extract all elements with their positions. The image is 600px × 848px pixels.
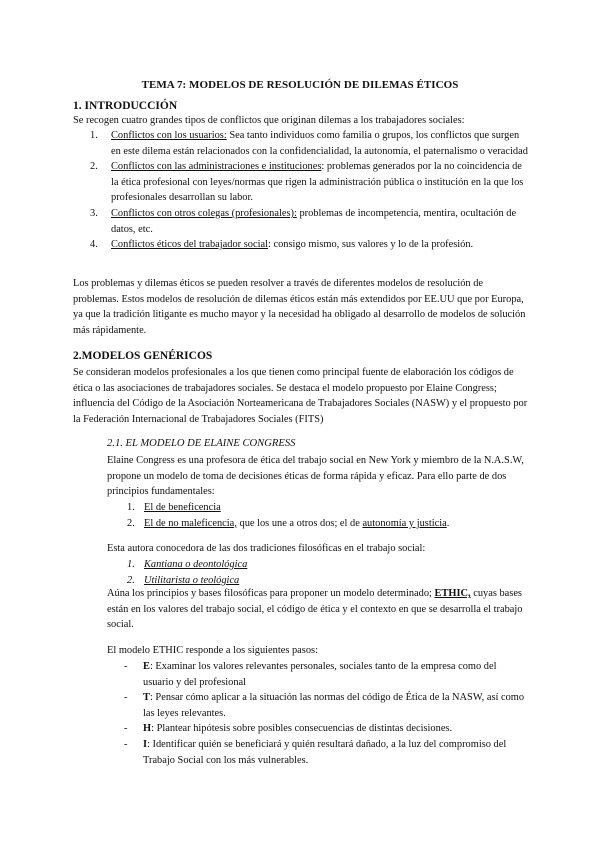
list-item bbox=[90, 206, 530, 237]
step-text: : Examinar los valores relevantes personales, sociales tanto de la empresa como del usuario y del profesional bbox=[143, 661, 497, 688]
tradition-label: Kantiana o deontológica bbox=[144, 559, 248, 570]
subsection-heading: 2.1. EL MODELO DE ELAINE CONGRESS bbox=[107, 438, 296, 449]
list-number: 1. bbox=[90, 130, 98, 141]
step-key: E bbox=[143, 661, 150, 672]
list-item bbox=[124, 659, 528, 690]
list-dash: - bbox=[124, 738, 128, 750]
list-term: Conflictos con las administraciones e instituciones bbox=[111, 161, 322, 173]
list-text: : problemas generados por la no coincidencia de la ética profesional con leyes/normas que rigen la administración pública o institución en la que los profesionales desarrollan su labor. bbox=[111, 161, 524, 204]
ethic-pre: Aúna los principios y bases filosóficas para proponer un modelo determinado; bbox=[107, 588, 435, 599]
step-text: : Pensar cómo aplicar a la situación las normas del código de Ética de la NASW, así como las leyes relevantes. bbox=[143, 692, 525, 719]
step-key: H bbox=[143, 723, 152, 735]
list-item bbox=[124, 721, 528, 737]
principle-extra: autonomía y justicia bbox=[362, 517, 447, 529]
list-item bbox=[124, 690, 528, 721]
principle-end: . bbox=[446, 517, 450, 529]
list-item bbox=[124, 737, 528, 768]
paragraph: Se consideran modelos profesionales a los que tienen como principal fuente de elaboración los códigos de ética o las asociaciones de trabajadores sociales. Se destaca el modelo propuesto por Elaine Congress; influencia del Código de la Asociación Norteamericana de Trabajadores Sociales (NASW) y el propuesto por la Federación Internacional de Trabajadores Sociales (FITS) bbox=[73, 367, 528, 425]
paragraph: Los problemas y dilemas éticos se pueden resolver a través de diferentes modelos de resolución de problemas. Estos modelos de resolución de dilemas éticos están más extendidos por EE.UU que por Europa, ya que la tradición litigante es mucho mayor y la necesidad ha obligado al desarrollo de modelos de solución más rápidamente. bbox=[73, 278, 526, 336]
list-dash: - bbox=[124, 661, 128, 672]
step-text: : Identificar quién se beneficiará y quién resultará dañado, a la luz del compromiso del Trabajo Social con los más vulnerables. bbox=[143, 738, 507, 766]
list-dash: - bbox=[124, 692, 128, 704]
ethic-steps-list bbox=[124, 659, 528, 768]
list-dash: - bbox=[124, 723, 128, 735]
list-item bbox=[90, 159, 530, 206]
list-number: 2. bbox=[90, 161, 98, 173]
list-item bbox=[90, 128, 530, 159]
conflict-list bbox=[90, 128, 530, 253]
list-text: : consigo mismo, sus valores y lo de la profesión. bbox=[267, 239, 474, 251]
paragraph: Esta autora conocedora de las dos tradiciones filosóficas en el trabajo social: bbox=[107, 543, 426, 554]
list-item bbox=[127, 516, 527, 532]
list-text: Sea tanto individuos como familia o grupos, los conflictos que surgen en este dilema están relacionados con la confidencialidad, la autonomía, el paternalismo o veracidad bbox=[111, 130, 528, 157]
step-key: I bbox=[143, 738, 148, 750]
list-number: 3. bbox=[90, 207, 98, 219]
list-number: 4. bbox=[90, 239, 98, 251]
list-item bbox=[127, 500, 527, 516]
section-intro-text: Se recogen cuatro grandes tipos de conflictos que originan dilemas a los trabajadores sociales: bbox=[73, 115, 465, 126]
page-title: TEMA 7: MODELOS DE RESOLUCIÓN DE DILEMAS ÉTICOS bbox=[141, 79, 459, 91]
ethic-term: ETHIC, bbox=[434, 588, 471, 599]
step-text: : Plantear hipótesis sobre posibles consecuencias de distintas decisiones. bbox=[151, 723, 453, 735]
list-item bbox=[127, 557, 527, 573]
list-term: Conflictos con los usuarios: bbox=[111, 130, 227, 141]
section-heading-introduccion: 1. INTRODUCCIÓN bbox=[73, 100, 178, 112]
list-term: Conflictos con otros colegas (profesionales): bbox=[111, 207, 297, 219]
principle-rest: que los une a otros dos; el de bbox=[236, 517, 363, 529]
list-item bbox=[90, 237, 530, 253]
principles-list bbox=[127, 500, 527, 531]
tradition-label: Utilitarista o teológica bbox=[144, 574, 240, 586]
list-text: problemas de incompetencia, mentira, ocultación de datos, etc. bbox=[111, 207, 517, 235]
traditions-list bbox=[127, 557, 527, 588]
list-number: 1. bbox=[127, 559, 135, 570]
paragraph: El modelo ETHIC responde a los siguientes pasos: bbox=[107, 645, 318, 656]
principle-label: El de no maleficencia, bbox=[144, 517, 237, 529]
list-number: 2. bbox=[127, 574, 135, 586]
paragraph: Elaine Congress es una profesora de ética del trabajo social en New York y miembro de la N.A.S.W, propone un modelo de toma de decisiones éticas de forma rápida y eficaz. Para ello parte de dos principios fundamentales: bbox=[107, 455, 524, 498]
section-heading-modelos-genericos: 2.MODELOS GENÉRICOS bbox=[73, 350, 213, 362]
ethic-post: cuyas bases están en los valores del trabajo social, el código de ética y el contexto en que se desarrolla el trabajo social. bbox=[107, 588, 523, 631]
list-number: 2. bbox=[127, 517, 135, 529]
list-number: 1. bbox=[127, 502, 135, 513]
principle-label: El de beneficencia bbox=[144, 502, 221, 513]
step-key: T bbox=[143, 692, 150, 704]
ethic-paragraph bbox=[107, 586, 528, 633]
list-term: Conflictos éticos del trabajador social bbox=[111, 239, 268, 251]
